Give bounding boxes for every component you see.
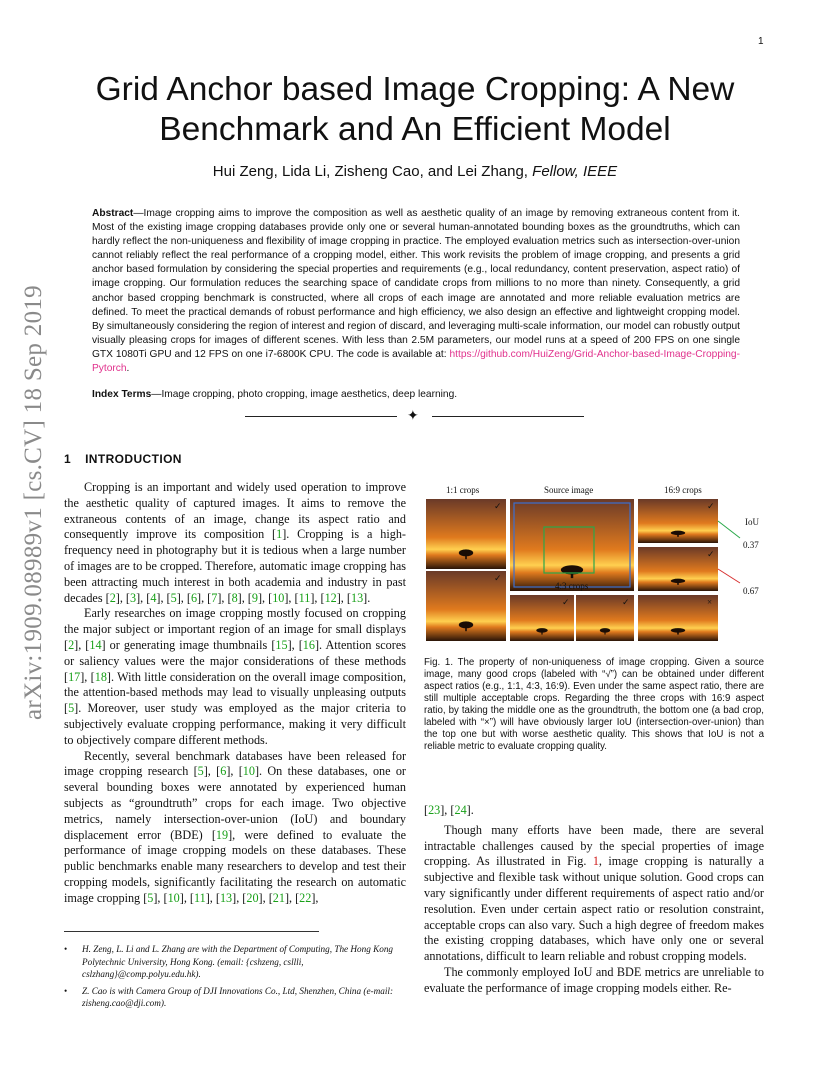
right-paragraph-2: The commonly employed IoU and BDE metrics are unreliable to evaluate the performance of image cropping models either. Re- (424, 964, 764, 995)
iou-label: IoU (745, 517, 759, 527)
citation[interactable]: 13 (219, 890, 233, 905)
iou-bottom-value: 0.67 (743, 586, 759, 596)
right-paragraph-1: Though many efforts have been made, there are several intractable challenges caused by the special properties of image cropping. As illustrated in Fig. 1, image cropping is naturally a subjective and flexible task without unique solution. Good crops can vary significantly under different requirements of aspect ratio and/or resolution. Even under certain aspect ratio or resolution constraint, acceptable crops can also vary. Such a high degree of freedom makes the existing cropping databases, which have only one or several annotations, difficult to learn reliable and robust cropping models. (424, 822, 764, 964)
crop-16-9-a (638, 499, 718, 543)
citation[interactable]: 22 (299, 890, 312, 905)
figure-caption: Fig. 1. The property of non-uniqueness of image cropping. Given a source image, many good crops (labeled with “√”) can be obtained under different aspect ratios (e.g., 1:1, 4:3, 16:9). Even under the same aspect ratio, there are still multiple acceptable crops. Regarding the three crops with 16:9 aspect ratio, by taking the middle one as the groundtruth, the bottom one (a bad crop, labeled with “×”) will have obviously larger IoU (intersection-over-union) than the top one but with worse aesthetic quality. This shows that IoU is not a reliable metric to evaluate cropping quality. (424, 657, 764, 752)
label-4-3-crops: 4:3 crops (555, 581, 589, 591)
index-terms (92, 389, 740, 400)
citation[interactable]: 23 (428, 803, 441, 817)
abstract-end: . (126, 363, 130, 375)
citation[interactable]: 20 (246, 890, 259, 905)
citation[interactable]: 5 (197, 764, 204, 779)
page-number: 1 (758, 36, 764, 47)
citation[interactable]: 13 (350, 590, 364, 605)
label-source-image: Source image (544, 485, 594, 495)
iou-arrow-bottom (718, 569, 740, 583)
paper-title: Grid Anchor based Image Cropping: A New Benchmark and An Efficient Model (95, 71, 735, 148)
citation[interactable]: 15 (275, 637, 288, 652)
intro-paragraph-3: Recently, several benchmark databases have been released for image cropping research [5], [6], [10]. On these databases, one or several bounding boxes were annotated by experienced human subjects as “groundtruth” crops for each image. Two objective metrics, namely intersection-over-union (IoU) and boundary displacement error (BDE) [19], were defined to evaluate the performance of image cropping models on these databases. These public benchmarks enable many researchers to develop and test their cropping models, significantly facilitating the research on automatic image cropping [5], [10], [11], [13], [20], [21], [22], (64, 748, 407, 905)
citation[interactable]: 2 (68, 637, 75, 652)
author-fellow: Fellow, IEEE (532, 163, 618, 180)
section-number: 1 (64, 452, 72, 466)
check-icon: ✓ (707, 501, 715, 511)
citation[interactable]: 10 (272, 590, 285, 605)
iou-top-value: 0.37 (743, 540, 759, 550)
citation[interactable]: 24 (454, 803, 467, 817)
figure-reference[interactable]: 1 (592, 854, 599, 869)
citation[interactable]: 7 (211, 590, 218, 605)
abstract (92, 207, 740, 376)
section-heading (64, 452, 182, 466)
continued-citations: [23], [24]. (424, 803, 474, 817)
intro-paragraph-1: Cropping is an important and widely used operation to improve the aesthetic quality of captured images. It aims to remove the extraneous contents of an image, change its aspect ratio and consequently improve its composition [1]. Cropping is a high-frequency need in photography but it is tedious when a large number of images are to be cropped. Therefore, automatic image cropping has been attracting much interest in both academia and industry in past decades [2], [3], [4], [5], [6], [7], [8], [9], [10], [11], [12], [13]. (64, 480, 406, 605)
iou-arrow-top (718, 521, 740, 538)
citation[interactable]: 16 (302, 637, 315, 652)
divider-diamond-icon: ✦ (407, 408, 419, 424)
citation[interactable]: 1 (276, 527, 283, 542)
citation[interactable]: 5 (68, 701, 75, 716)
arxiv-stamp: arXiv:1909.08989v1 [cs.CV] 18 Sep 2019 (20, 285, 47, 720)
check-icon: ✓ (494, 573, 502, 583)
author-line (60, 163, 770, 180)
source-image (510, 499, 634, 591)
crop-16-9-c (638, 595, 718, 641)
citation[interactable]: 10 (242, 764, 255, 779)
left-column (64, 480, 406, 907)
check-icon: ✓ (707, 549, 715, 559)
index-terms-text: —Image cropping, photo cropping, image aesthetics, deep learning. (151, 389, 458, 400)
abstract-text: —Image cropping aims to improve the composition as well as aesthetic quality of an image by removing extraneous content from it. Most of the existing image cropping databases provide only one or several human-annotated bounding boxes as the groundtruths, which can hardly reflect the non-uniqueness and flexibility of image cropping in practice. The employed evaluation metrics such as intersection-over-union cannot reliably reflect the real performance of a cropping model, either. This work revisits the problem of image cropping, and presents a grid anchor based formulation by considering the special properties and requirements (e.g., local redundancy, content preservation, aspect ratio) of image cropping. Our formulation reduces the searching space of candidate crops from millions to no more than ninety. Consequently, a grid anchor based cropping benchmark is constructed, where all crops of each image are annotated and more reliable evaluation metrics are defined. To meet the practical demands of robust performance and high efficiency, we also design an effective and lightweight cropping model. By simultaneously considering the region of interest and region of discard, and leveraging multi-scale information, our model can robustly output visually pleasing crops for images of different scenes. With less than 2.5M parameters, our model runs at a speed of 200 FPS on one single GTX 1080Ti GPU and 12 FPS on one i7-6800K CPU. The code is available at: (92, 208, 740, 360)
citation[interactable]: 21 (272, 890, 285, 905)
citation[interactable]: 9 (251, 590, 258, 605)
citation[interactable]: 6 (190, 590, 198, 605)
citation[interactable]: 18 (94, 669, 107, 684)
check-icon: ✓ (494, 501, 502, 511)
citation[interactable]: 2 (109, 590, 116, 605)
label-1-1-crops: 1:1 crops (446, 485, 480, 495)
citation[interactable]: 5 (147, 890, 154, 905)
citation[interactable]: 12 (324, 590, 337, 605)
citation[interactable]: 3 (130, 590, 137, 605)
divider-left (245, 416, 397, 417)
footnote-rule (64, 931, 319, 932)
citation[interactable]: 19 (215, 827, 229, 842)
citation[interactable]: 11 (298, 590, 311, 605)
check-icon: ✓ (622, 597, 630, 607)
section-title: INTRODUCTION (85, 452, 182, 466)
label-16-9-crops: 16:9 crops (664, 485, 702, 495)
citation[interactable]: 14 (89, 637, 102, 652)
figure-1 (424, 483, 769, 643)
citation[interactable]: 17 (68, 669, 81, 684)
cross-icon: × (707, 597, 713, 607)
right-column (424, 803, 764, 997)
citation[interactable]: 11 (193, 890, 206, 905)
crop-16-9-b (638, 547, 718, 591)
index-terms-label: Index Terms (92, 389, 152, 400)
intro-paragraph-2: Early researches on image cropping mostly focused on cropping the major subject or important region of an image for small displays [2], [14] or generating image thumbnails [15], [16]. Attention scores or saliency values were the major considerations of these methods [17], [18]. With little consideration on the overall image composition, the attention-based methods may lead to visually unpleasing outputs [5]. Moreover, user study was employed as the major criteria to subjectively evaluate cropping performance, making it very difficult to objectively compare different methods. (64, 606, 406, 747)
code-link[interactable]: https://github.com/HuiZeng/Grid-Anchor-based-Image-Cropping-Pytorch (92, 348, 740, 375)
author-names: Hui Zeng, Lida Li, Zisheng Cao, and Lei Zhang, (212, 163, 528, 180)
citation[interactable]: 4 (150, 590, 157, 605)
abstract-label: Abstract (92, 208, 134, 219)
citation[interactable]: 6 (220, 764, 227, 779)
check-icon: ✓ (562, 597, 570, 607)
divider-right (432, 416, 584, 417)
citation[interactable]: 10 (167, 890, 180, 905)
footnote-2: • Z. Cao is with Camera Group of DJI Innovations Co., Ltd, Shenzhen, China (e-mail: zisheng.cao@dji.com). (64, 985, 394, 1008)
citation[interactable]: 5 (170, 590, 177, 605)
citation[interactable]: 8 (231, 590, 238, 605)
footnote-1: • H. Zeng, L. Li and L. Zhang are with the Department of Computing, The Hong Kong Polytechnic University, Hong Kong. (email: {cshzeng, csllli, cslzhang}@comp.polyu.edu.hk). (64, 944, 394, 979)
footnotes (64, 943, 406, 1014)
